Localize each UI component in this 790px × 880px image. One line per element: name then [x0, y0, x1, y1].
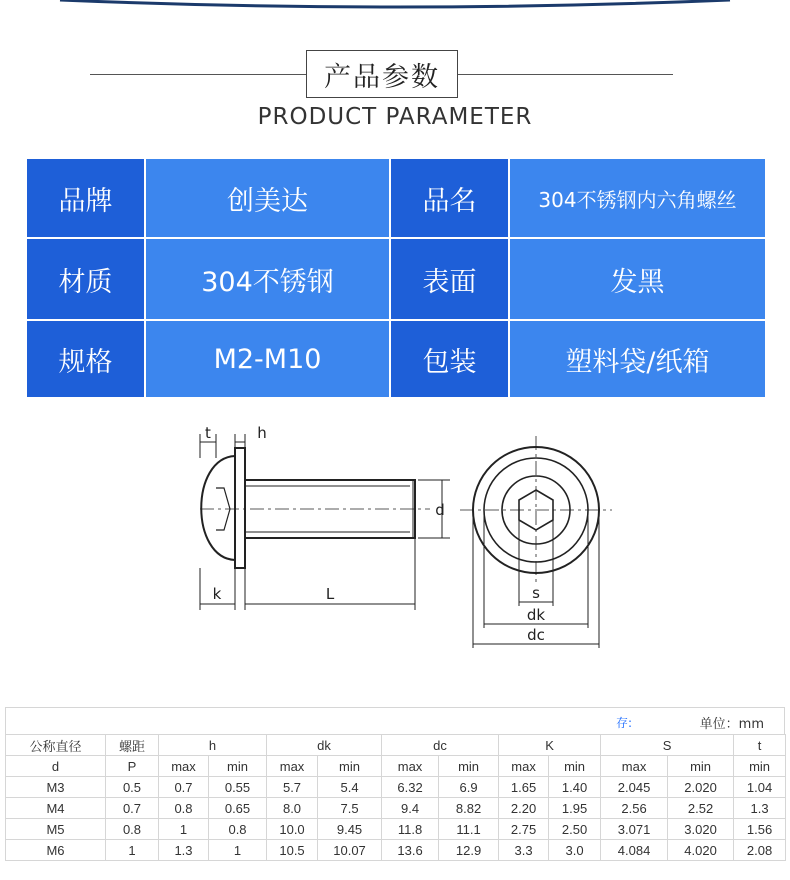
spec-key-brand: 品牌: [26, 158, 145, 238]
table-cell: 0.8: [159, 798, 209, 819]
table-cell: 5.7: [267, 777, 318, 798]
screw-technical-drawing: [180, 418, 620, 658]
col-nominal-diameter: 公称直径: [6, 735, 106, 756]
table-cell: 3.071: [601, 819, 668, 840]
subheader-cell: min: [549, 756, 601, 777]
spec-value-surface: 发黑: [509, 238, 766, 320]
unit-label: 单位：mm: [699, 717, 764, 732]
table-cell: 2.56: [601, 798, 668, 819]
table-cell: 1.65: [499, 777, 549, 798]
table-cell: 11.8: [382, 819, 439, 840]
spec-value-product-name: 304不锈钢内六角螺丝: [509, 158, 766, 238]
section-title: 产品参数: [306, 50, 458, 98]
table-cell: 1: [106, 840, 159, 861]
section-header: [0, 46, 790, 146]
label-h: h: [257, 424, 267, 442]
table-cell: 2.020: [668, 777, 734, 798]
table-cell: 10.5: [267, 840, 318, 861]
table-cell: 1: [159, 819, 209, 840]
subheader-cell: max: [499, 756, 549, 777]
subheader-cell: d: [6, 756, 106, 777]
screw-side-view: [200, 424, 450, 610]
table-cell: 8.0: [267, 798, 318, 819]
table-cell: 9.45: [318, 819, 382, 840]
table-cell: 2.52: [668, 798, 734, 819]
table-cell: M5: [6, 819, 106, 840]
subheader-cell: max: [267, 756, 318, 777]
table-cell: 4.084: [601, 840, 668, 861]
table-cell: 1.04: [734, 777, 786, 798]
subheader-cell: min: [209, 756, 267, 777]
label-d: d: [435, 501, 445, 519]
table-cell: 5.4: [318, 777, 382, 798]
table-cell: 10.07: [318, 840, 382, 861]
table-cell: 4.020: [668, 840, 734, 861]
spec-key-size: 规格: [26, 320, 145, 398]
spec-row: [26, 320, 766, 398]
subheader-cell: max: [159, 756, 209, 777]
table-row: [6, 840, 786, 861]
subheader-cell: min: [439, 756, 499, 777]
table-cell: 6.9: [439, 777, 499, 798]
stock-label: 存:: [616, 716, 633, 730]
table-cell: 3.0: [549, 840, 601, 861]
screw-end-view: [460, 436, 612, 648]
table-cell: 3.3: [499, 840, 549, 861]
spec-key-surface: 表面: [390, 238, 509, 320]
table-cell: 1.95: [549, 798, 601, 819]
label-L: L: [325, 585, 335, 603]
section-subtitle: PRODUCT PARAMETER: [257, 104, 533, 130]
table-row: [6, 819, 786, 840]
dimension-header-row: [6, 735, 786, 756]
label-s: s: [532, 584, 540, 602]
spec-value-material: 304不锈钢: [145, 238, 390, 320]
spec-key-packaging: 包装: [390, 320, 509, 398]
top-decoration: [0, 0, 790, 10]
table-cell: 2.20: [499, 798, 549, 819]
label-dk: dk: [526, 606, 546, 624]
table-cell: 0.55: [209, 777, 267, 798]
subheader-cell: P: [106, 756, 159, 777]
spec-value-brand: 创美达: [145, 158, 390, 238]
table-cell: 1.40: [549, 777, 601, 798]
table-row: [6, 798, 786, 819]
table-cell: 0.65: [209, 798, 267, 819]
dimension-table-caption: [5, 707, 785, 734]
col-h: h: [159, 735, 267, 756]
label-t: t: [205, 424, 211, 442]
spec-row: [26, 158, 766, 238]
table-cell: 0.8: [209, 819, 267, 840]
dimension-table: [5, 734, 786, 861]
table-cell: 1.56: [734, 819, 786, 840]
spec-key-material: 材质: [26, 238, 145, 320]
table-cell: 11.1: [439, 819, 499, 840]
dimension-table-section: [5, 707, 785, 861]
label-dc: dc: [527, 626, 545, 644]
table-cell: 6.32: [382, 777, 439, 798]
header-rule-right: [458, 74, 673, 75]
table-cell: M4: [6, 798, 106, 819]
subheader-cell: min: [734, 756, 786, 777]
spec-value-size: M2-M10: [145, 320, 390, 398]
col-dk: dk: [267, 735, 382, 756]
subheader-cell: max: [601, 756, 668, 777]
subheader-cell: min: [318, 756, 382, 777]
table-cell: 0.8: [106, 819, 159, 840]
table-cell: 8.82: [439, 798, 499, 819]
table-cell: 1: [209, 840, 267, 861]
col-t: t: [734, 735, 786, 756]
dimension-subheader-row: [6, 756, 786, 777]
table-cell: 2.08: [734, 840, 786, 861]
table-cell: 10.0: [267, 819, 318, 840]
spec-key-product-name: 品名: [390, 158, 509, 238]
col-dc: dc: [382, 735, 499, 756]
table-cell: 1.3: [159, 840, 209, 861]
table-cell: M3: [6, 777, 106, 798]
spec-row: [26, 238, 766, 320]
table-cell: 7.5: [318, 798, 382, 819]
table-cell: 1.3: [734, 798, 786, 819]
table-cell: M6: [6, 840, 106, 861]
table-cell: 2.50: [549, 819, 601, 840]
table-cell: 9.4: [382, 798, 439, 819]
spec-value-packaging: 塑料袋/纸箱: [509, 320, 766, 398]
table-cell: 0.7: [159, 777, 209, 798]
subheader-cell: max: [382, 756, 439, 777]
table-cell: 3.020: [668, 819, 734, 840]
table-cell: 2.75: [499, 819, 549, 840]
table-cell: 13.6: [382, 840, 439, 861]
table-row: [6, 777, 786, 798]
col-s: S: [601, 735, 734, 756]
table-cell: 2.045: [601, 777, 668, 798]
label-k: k: [212, 585, 222, 603]
col-pitch: 螺距: [106, 735, 159, 756]
table-cell: 0.7: [106, 798, 159, 819]
col-k: K: [499, 735, 601, 756]
header-rule-left: [90, 74, 306, 75]
table-cell: 12.9: [439, 840, 499, 861]
table-cell: 0.5: [106, 777, 159, 798]
subheader-cell: min: [668, 756, 734, 777]
spec-table: [25, 157, 767, 399]
